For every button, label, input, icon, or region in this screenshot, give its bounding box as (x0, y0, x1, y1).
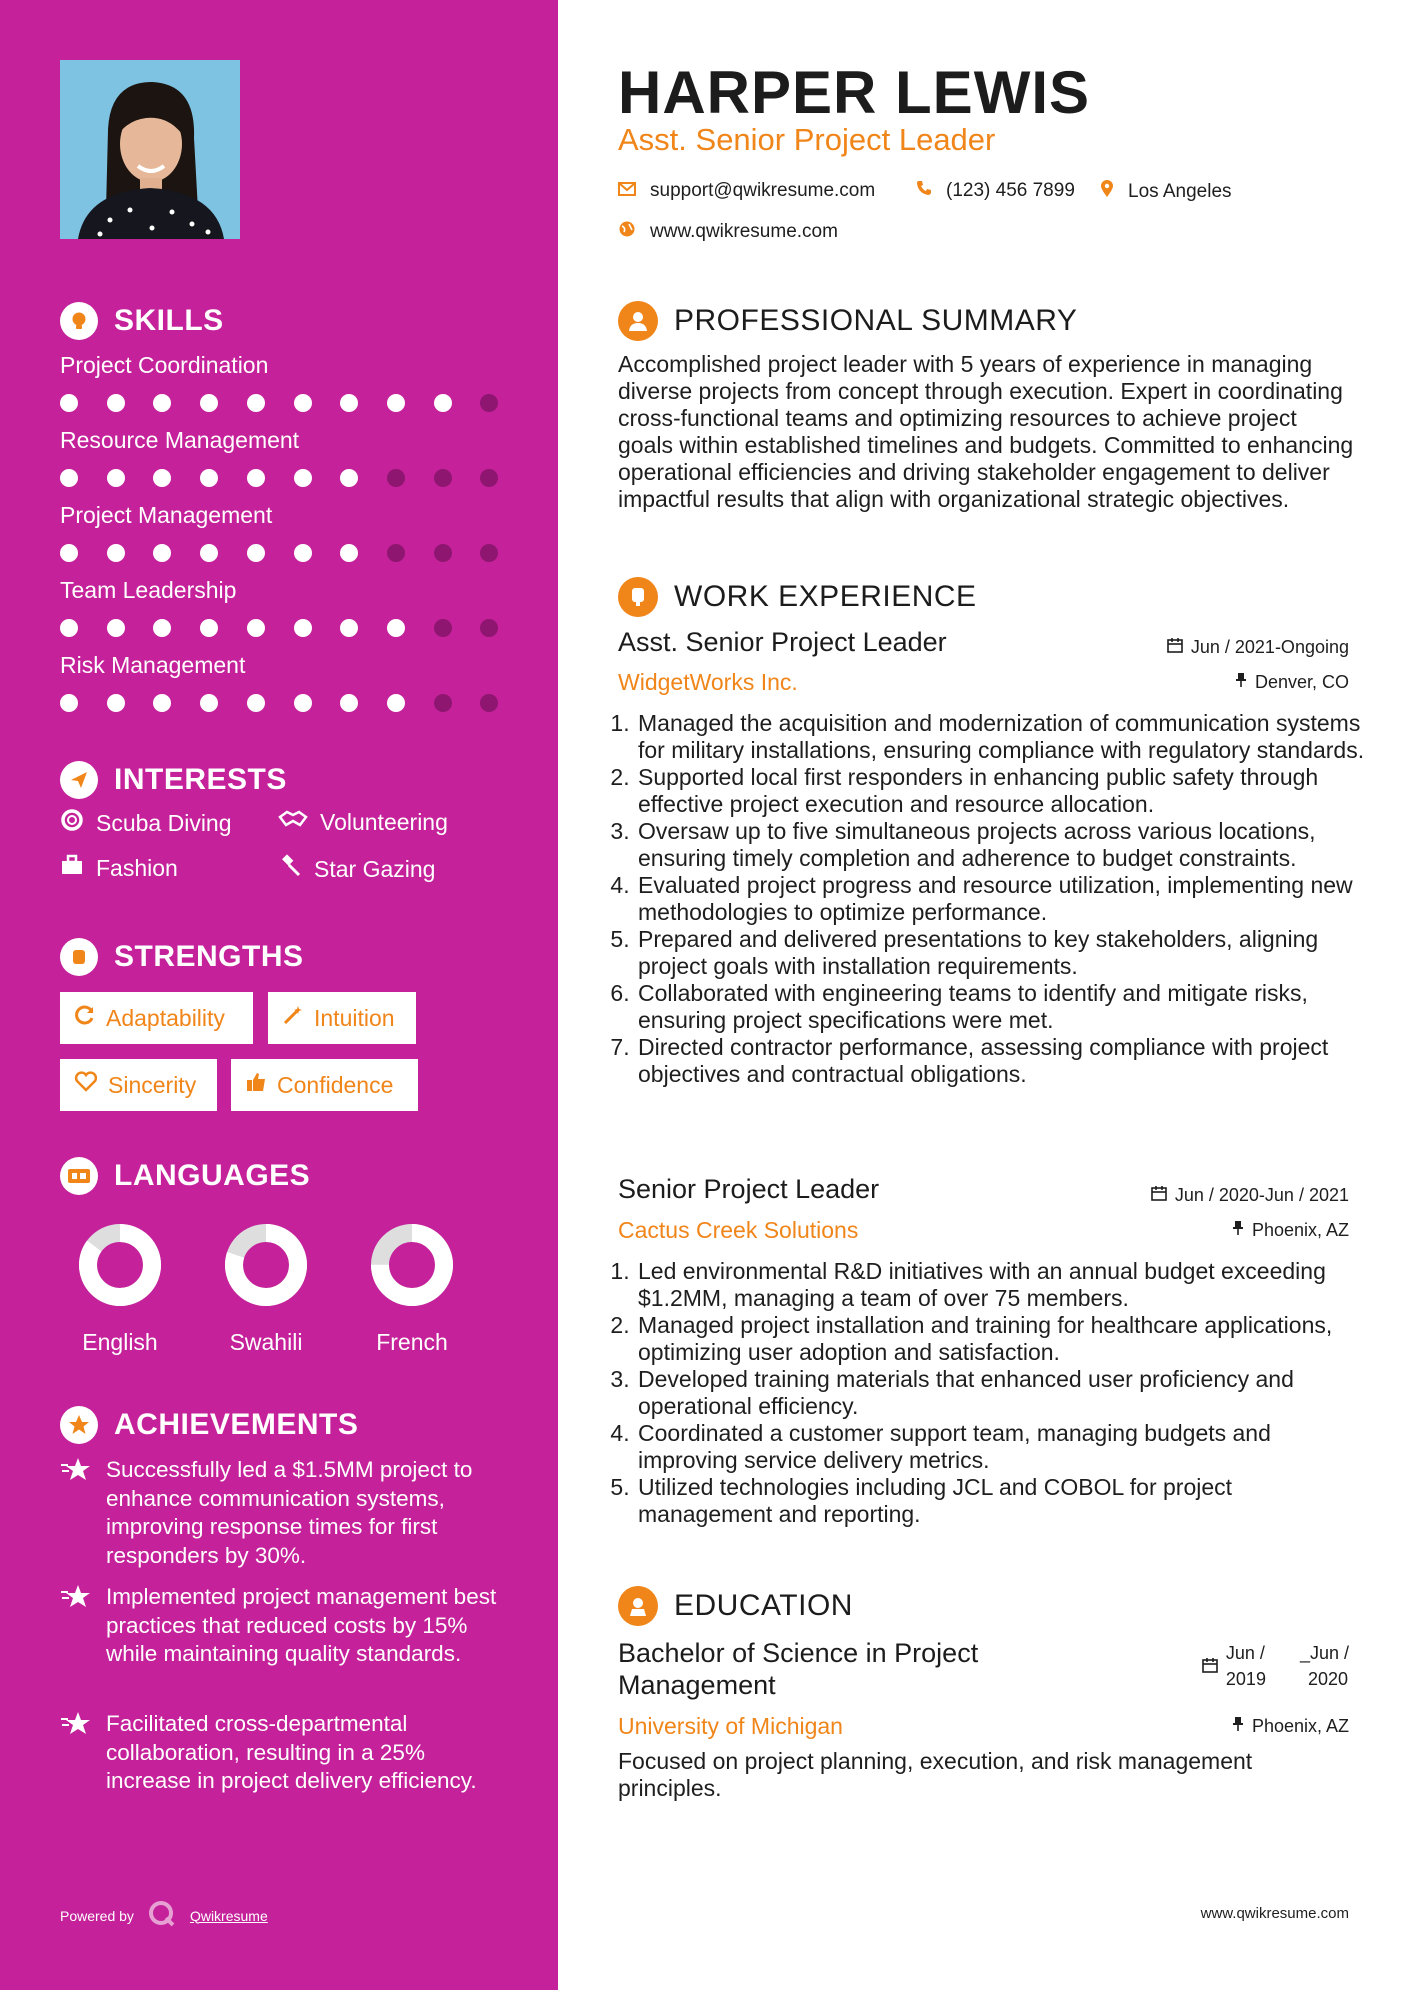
heart-icon (74, 1071, 108, 1099)
job-title: Senior Project Leader (618, 1174, 880, 1204)
phone-icon (916, 180, 946, 202)
language-name: English (82, 1329, 158, 1355)
graduate-icon (618, 1586, 658, 1626)
strength-tag: Confidence (231, 1059, 418, 1111)
rating-dot-filled (387, 694, 405, 712)
rating-dot-filled (60, 469, 78, 487)
star-icon (60, 1710, 92, 1796)
skill-row (60, 427, 510, 491)
globe-icon (618, 220, 650, 244)
raised-fist-icon (60, 938, 98, 976)
website-link[interactable]: www.qwikresume.com (650, 221, 838, 242)
rating-dot-filled (294, 619, 312, 637)
rating-dot-filled (340, 544, 358, 562)
rating-dot-filled (153, 544, 171, 562)
qwikresume-link[interactable]: Qwikresume (189, 1907, 268, 1924)
sidebar (0, 0, 558, 1990)
rating-dot-filled (153, 469, 171, 487)
skill-name: Project Management (60, 502, 273, 528)
list-item: 1. Led environmental R&D initiatives with an annual budget exceeding $1.2MM, managing a team of over 75 members. (636, 1258, 1366, 1312)
candidate-title: Asst. Senior Project Leader (618, 122, 996, 157)
skill-rating (60, 469, 510, 491)
rating-dot-filled (107, 469, 125, 487)
rating-dot-empty (434, 469, 452, 487)
degree-title: Bachelor of Science in Project Management (618, 1638, 979, 1700)
skill-row (60, 652, 510, 716)
skill-row (60, 352, 510, 416)
profile-photo (60, 60, 240, 239)
rating-dot-empty (387, 544, 405, 562)
footer-url[interactable]: www.qwikresume.com (1200, 1905, 1349, 1922)
achievements-heading: ACHIEVEMENTS (60, 1406, 358, 1444)
rating-dot-filled (247, 694, 265, 712)
experience-heading: WORK EXPERIENCE (618, 577, 977, 617)
rating-dot-filled (340, 619, 358, 637)
calendar-icon (1151, 1185, 1175, 1206)
interest-item: Volunteering (278, 808, 448, 836)
job-location: Denver, CO (1235, 672, 1349, 693)
list-item: 5. Prepared and delivered presentations to key stakeholders, aligning project goals with installation requirements. (636, 926, 1366, 980)
list-item: 6. Collaborated with engineering teams to identify and mitigate risks, ensuring project specifications were met. (636, 980, 1366, 1034)
rating-dot-filled (294, 469, 312, 487)
rating-dot-filled (60, 619, 78, 637)
rating-dot-filled (200, 394, 218, 412)
rating-dot-filled (153, 619, 171, 637)
school-name: University of Michigan (618, 1713, 843, 1739)
star-icon (60, 1406, 98, 1444)
language-name: Swahili (229, 1329, 303, 1355)
rating-dot-filled (200, 544, 218, 562)
powered-by: Powered by Qwikresume (60, 1900, 268, 1931)
rating-dot-filled (340, 694, 358, 712)
lightbulb-icon (60, 302, 98, 340)
strengths-heading: STRENGTHS (60, 938, 304, 976)
languages-heading: LANGUAGES (60, 1157, 310, 1195)
rating-dot-filled (200, 694, 218, 712)
rating-dot-filled (60, 394, 78, 412)
education-heading: EDUCATION (618, 1586, 853, 1626)
star-icon (60, 1583, 92, 1669)
handshake-icon (278, 808, 320, 836)
thumbs-up-icon (245, 1071, 277, 1099)
interest-item: Star Gazing (278, 854, 435, 884)
pushpin-icon (1235, 672, 1255, 693)
language-name: French (376, 1329, 448, 1355)
job-dates: Jun / 2020-Jun / 2021 (1151, 1185, 1349, 1206)
skill-name: Team Leadership (60, 577, 237, 603)
pushpin-icon (1232, 1716, 1252, 1737)
rating-dot-filled (294, 694, 312, 712)
list-item: 5. Utilized technologies including JCL and COBOL for project management and reporting. (636, 1474, 1366, 1528)
gavel-icon (278, 854, 314, 884)
job-responsibilities (618, 1258, 1366, 1528)
map-pin-icon (1100, 180, 1128, 204)
summary-heading: PROFESSIONAL SUMMARY (618, 301, 1077, 341)
language-item (352, 1220, 472, 1356)
envelope-icon (618, 180, 650, 202)
list-item: 7. Directed contractor performance, assessing compliance with project objectives and contractual obligations. (636, 1034, 1366, 1088)
rating-dot-filled (200, 469, 218, 487)
rating-dot-empty (480, 469, 498, 487)
rating-dot-filled (200, 619, 218, 637)
rating-dot-empty (387, 469, 405, 487)
interest-item: Scuba Diving (60, 808, 232, 838)
rating-dot-filled (60, 544, 78, 562)
pushpin-icon (1232, 1220, 1252, 1241)
rating-dot-filled (294, 394, 312, 412)
star-icon (60, 1456, 92, 1570)
job-title: Asst. Senior Project Leader (618, 627, 947, 657)
email-contact (618, 180, 875, 202)
refresh-icon (74, 1004, 106, 1032)
rating-dot-filled (387, 619, 405, 637)
rating-dot-filled (153, 394, 171, 412)
job-location: Phoenix, AZ (1232, 1220, 1349, 1241)
skill-rating (60, 544, 510, 566)
rating-dot-empty (480, 694, 498, 712)
email-link[interactable]: support@qwikresume.com (650, 180, 876, 201)
strength-tag: Adaptability (60, 992, 253, 1044)
language-icon (60, 1157, 98, 1195)
phone-contact: (123) 456 7899 (916, 180, 1075, 202)
rating-dot-filled (387, 394, 405, 412)
magic-wand-icon (282, 1004, 314, 1032)
list-item: 1. Managed the acquisition and modernization of communication systems for military installations, ensuring compliance with regulatory standards. (636, 710, 1366, 764)
user-icon (618, 301, 658, 341)
interest-item: Fashion (60, 854, 178, 882)
job-dates: Jun / 2021-Ongoing (1167, 637, 1349, 658)
company-name: Cactus Creek Solutions (618, 1217, 859, 1243)
achievement-item: Facilitated cross-departmental collaboration, resulting in a 25% increase in project delivery efficiency. (60, 1710, 500, 1796)
rating-dot-filled (247, 544, 265, 562)
location-contact: Los Angeles (1100, 180, 1232, 204)
education-description: Focused on project planning, execution, and risk management principles. (618, 1748, 1253, 1801)
achievement-item: Successfully led a $1.5MM project to enhance communication systems, improving response times for first responders by 30%. (60, 1456, 500, 1570)
rating-dot-empty (480, 394, 498, 412)
strength-tag: Intuition (268, 992, 416, 1044)
language-proficiency-ring (221, 1220, 311, 1310)
website-contact (618, 220, 838, 244)
rating-dot-empty (480, 619, 498, 637)
candidate-name: HARPER LEWIS (618, 59, 1091, 126)
skill-name: Risk Management (60, 652, 246, 678)
list-item: 4. Coordinated a customer support team, managing budgets and improving service delivery metrics. (636, 1420, 1366, 1474)
rating-dot-empty (480, 544, 498, 562)
rating-dot-filled (60, 694, 78, 712)
list-item: 3. Oversaw up to five simultaneous projects across various locations, ensuring timely completion and adherence to budget constraints. (636, 818, 1366, 872)
skill-rating (60, 394, 510, 416)
calendar-icon (1202, 1654, 1226, 1680)
rating-dot-filled (153, 694, 171, 712)
interests-heading: INTERESTS (60, 761, 287, 799)
education-location: Phoenix, AZ (1232, 1716, 1349, 1737)
skill-name: Project Coordination (60, 352, 269, 378)
suitcase-icon (60, 854, 96, 882)
rating-dot-filled (247, 619, 265, 637)
skill-row (60, 577, 510, 641)
list-item: 2. Managed project installation and training for healthcare applications, optimizing user adoption and satisfaction. (636, 1312, 1366, 1366)
job-responsibilities (618, 710, 1366, 1088)
calendar-icon (1167, 637, 1191, 658)
rating-dot-empty (434, 619, 452, 637)
rating-dot-filled (107, 619, 125, 637)
strength-tag: Sincerity (60, 1059, 217, 1111)
rating-dot-filled (107, 394, 125, 412)
list-item: 3. Developed training materials that enhanced user proficiency and operational efficiency. (636, 1366, 1366, 1420)
rating-dot-filled (107, 694, 125, 712)
rating-dot-filled (340, 469, 358, 487)
rating-dot-filled (107, 544, 125, 562)
language-proficiency-ring (367, 1220, 457, 1310)
achievement-item: Implemented project management best practices that reduced costs by 15% while maintaining quality standards. (60, 1583, 500, 1669)
skills-heading: SKILLS (60, 302, 224, 340)
rating-dot-filled (247, 394, 265, 412)
rating-dot-filled (340, 394, 358, 412)
paper-plane-icon (60, 761, 98, 799)
briefcase-icon (618, 577, 658, 617)
list-item: 4. Evaluated project progress and resource utilization, implementing new methodologies to optimize performance. (636, 872, 1366, 926)
company-name: WidgetWorks Inc. (618, 669, 798, 695)
rating-dot-filled (434, 394, 452, 412)
qwikresume-logo-icon (148, 1900, 176, 1931)
language-item (60, 1220, 180, 1356)
rating-dot-empty (434, 544, 452, 562)
skill-row (60, 502, 510, 566)
list-item: 2. Supported local first responders in enhancing public safety through effective project execution and resource allocation. (636, 764, 1366, 818)
rating-dot-filled (294, 544, 312, 562)
education-dates: Jun / 2019 _Jun / 2020 (1202, 1640, 1349, 1692)
skill-rating (60, 619, 510, 641)
language-item (206, 1220, 326, 1356)
skill-rating (60, 694, 510, 716)
skill-name: Resource Management (60, 427, 300, 453)
rating-dot-empty (434, 694, 452, 712)
lifebuoy-icon (60, 808, 96, 838)
language-proficiency-ring (75, 1220, 165, 1310)
summary-text: Accomplished project leader with 5 years of experience in managing diverse projects from concept through execution. Expert in coordinating cross-functional teams and optimizing resources to achieve project goals within established timelines and budgets. Committed to enhancing operational efficiencies and driving stakeholder engagement to deliver impactful results that align with organizational strategic objectives. (618, 351, 1354, 512)
rating-dot-filled (247, 469, 265, 487)
